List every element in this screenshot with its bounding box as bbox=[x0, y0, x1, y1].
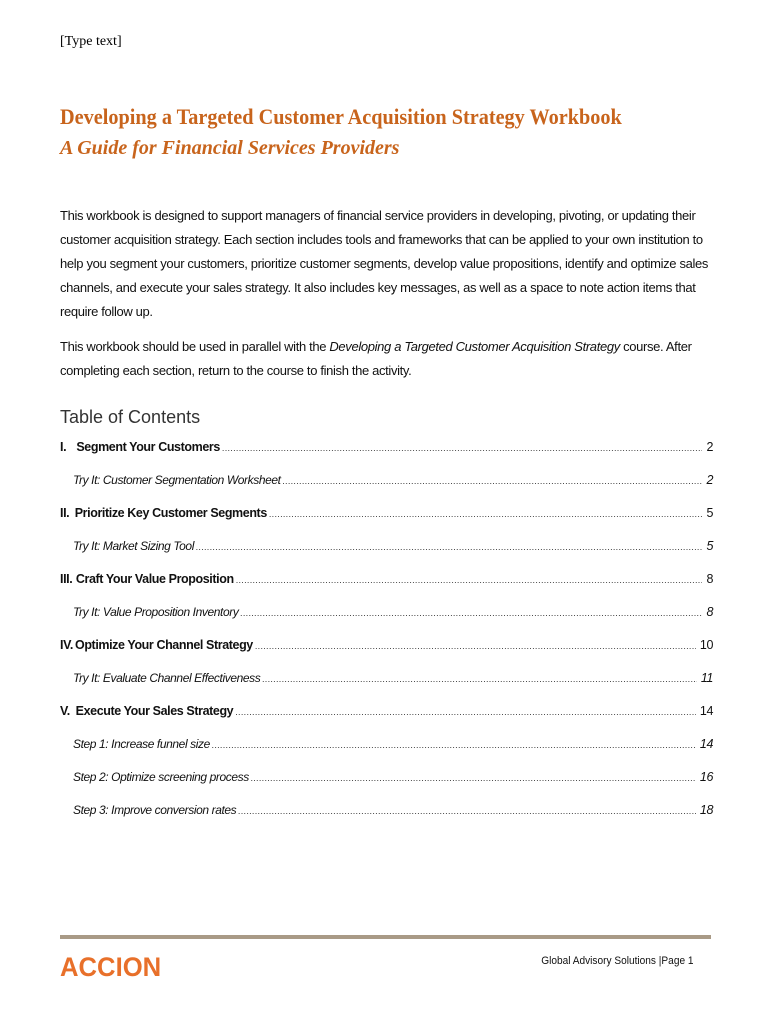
toc-entry-page: 10 bbox=[699, 638, 713, 652]
toc-entry-label: Segment Your Customers bbox=[76, 440, 220, 454]
toc-entry-customer-segmentation-worksheet[interactable] bbox=[60, 473, 713, 506]
toc-entry-number: III. bbox=[60, 572, 73, 586]
toc-entry-label: Try It: Evaluate Channel Effectiveness bbox=[73, 671, 261, 685]
toc-entry-label: Try It: Customer Segmentation Worksheet bbox=[73, 473, 281, 487]
toc-leader-dots bbox=[238, 806, 696, 816]
document-subtitle: A Guide for Financial Services Providers bbox=[60, 137, 400, 159]
toc-entry-label: Craft Your Value Proposition bbox=[75, 572, 234, 586]
toc-entry-market-sizing-tool[interactable] bbox=[60, 539, 713, 572]
toc-entry-page: 8 bbox=[706, 605, 713, 619]
footer-page-label: Global Advisory Solutions |Page 1 bbox=[541, 955, 694, 967]
toc-leader-dots bbox=[196, 542, 702, 552]
toc-entry-page: 11 bbox=[700, 671, 713, 685]
toc-entry-label: Step 2: Optimize screening process bbox=[73, 770, 249, 784]
course-title: Developing a Targeted Customer Acquisition Strategy bbox=[329, 339, 620, 354]
toc-entry-segment-customers[interactable] bbox=[60, 440, 713, 473]
toc-leader-dots bbox=[269, 509, 703, 519]
toc-entry-prioritize-segments[interactable] bbox=[60, 506, 713, 539]
accion-logo: ACCION bbox=[60, 952, 162, 982]
toc-leader-dots bbox=[222, 443, 703, 453]
toc-entry-label: Try It: Value Proposition Inventory bbox=[73, 605, 239, 619]
toc-entry-page: 5 bbox=[706, 506, 713, 520]
toc-entry-page: 16 bbox=[699, 770, 713, 784]
intro-paragraph-2 bbox=[60, 335, 720, 383]
toc-entry-page: 14 bbox=[699, 737, 713, 751]
table-of-contents bbox=[60, 440, 713, 836]
toc-entry-label: Step 3: Improve conversion rates bbox=[73, 803, 237, 817]
footer-divider bbox=[60, 935, 711, 939]
toc-entry-value-proposition[interactable] bbox=[60, 572, 713, 605]
toc-entry-page: 8 bbox=[706, 572, 713, 586]
intro-paragraph-2-after: course. After completing each section, return to the course to finish the activity. bbox=[60, 339, 692, 378]
toc-leader-dots bbox=[251, 773, 696, 783]
toc-entry-page: 2 bbox=[706, 473, 713, 487]
toc-entry-page: 5 bbox=[706, 539, 713, 553]
toc-entry-number: V. bbox=[60, 704, 70, 718]
toc-entry-label: Prioritize Key Customer Segments bbox=[74, 506, 267, 520]
toc-leader-dots bbox=[255, 641, 696, 651]
toc-entry-funnel-size[interactable] bbox=[60, 737, 713, 770]
intro-section bbox=[60, 204, 720, 394]
toc-entry-conversion-rates[interactable] bbox=[60, 803, 713, 836]
toc-entry-page: 18 bbox=[699, 803, 713, 817]
toc-entry-label: Try It: Market Sizing Tool bbox=[73, 539, 194, 553]
intro-paragraph-1: This workbook is designed to support managers of financial service providers in developing, pivoting, or updating their customer acquisition strategy. Each section includes tools and frameworks that can be applied to your own institution to help you segment your customers, prioritize customer segments, develop value propositions, identify and optimize sales channels, and execute your sales strategy. It also includes key messages, as well as a space to note action items that require follow up. bbox=[60, 208, 709, 319]
toc-entry-label: Optimize Your Channel Strategy bbox=[75, 638, 253, 652]
toc-entry-page: 2 bbox=[706, 440, 713, 454]
toc-entry-number: IV. bbox=[60, 638, 73, 652]
toc-entry-screening-process[interactable] bbox=[60, 770, 713, 803]
intro-paragraph-2-before: This workbook should be used in parallel with the bbox=[60, 339, 330, 354]
toc-entry-sales-strategy[interactable] bbox=[60, 704, 713, 737]
toc-entry-channel-effectiveness[interactable] bbox=[60, 671, 713, 704]
document-title: Developing a Targeted Customer Acquisition Strategy Workbook bbox=[60, 104, 622, 129]
toc-leader-dots bbox=[236, 575, 703, 585]
toc-entry-number: I. bbox=[60, 440, 67, 454]
toc-entry-label: Execute Your Sales Strategy bbox=[75, 704, 234, 718]
toc-entry-channel-strategy[interactable] bbox=[60, 638, 713, 671]
toc-leader-dots bbox=[240, 608, 702, 618]
toc-entry-value-proposition-inventory[interactable] bbox=[60, 605, 713, 638]
toc-leader-dots bbox=[235, 707, 696, 717]
toc-leader-dots bbox=[283, 476, 703, 486]
header-placeholder: [Type text] bbox=[60, 34, 122, 49]
toc-entry-page: 14 bbox=[699, 704, 713, 718]
toc-entry-label: Step 1: Increase funnel size bbox=[73, 737, 210, 751]
toc-leader-dots bbox=[212, 740, 696, 750]
toc-heading: Table of Contents bbox=[60, 407, 201, 427]
toc-leader-dots bbox=[262, 674, 696, 684]
toc-entry-number: II. bbox=[60, 506, 70, 520]
